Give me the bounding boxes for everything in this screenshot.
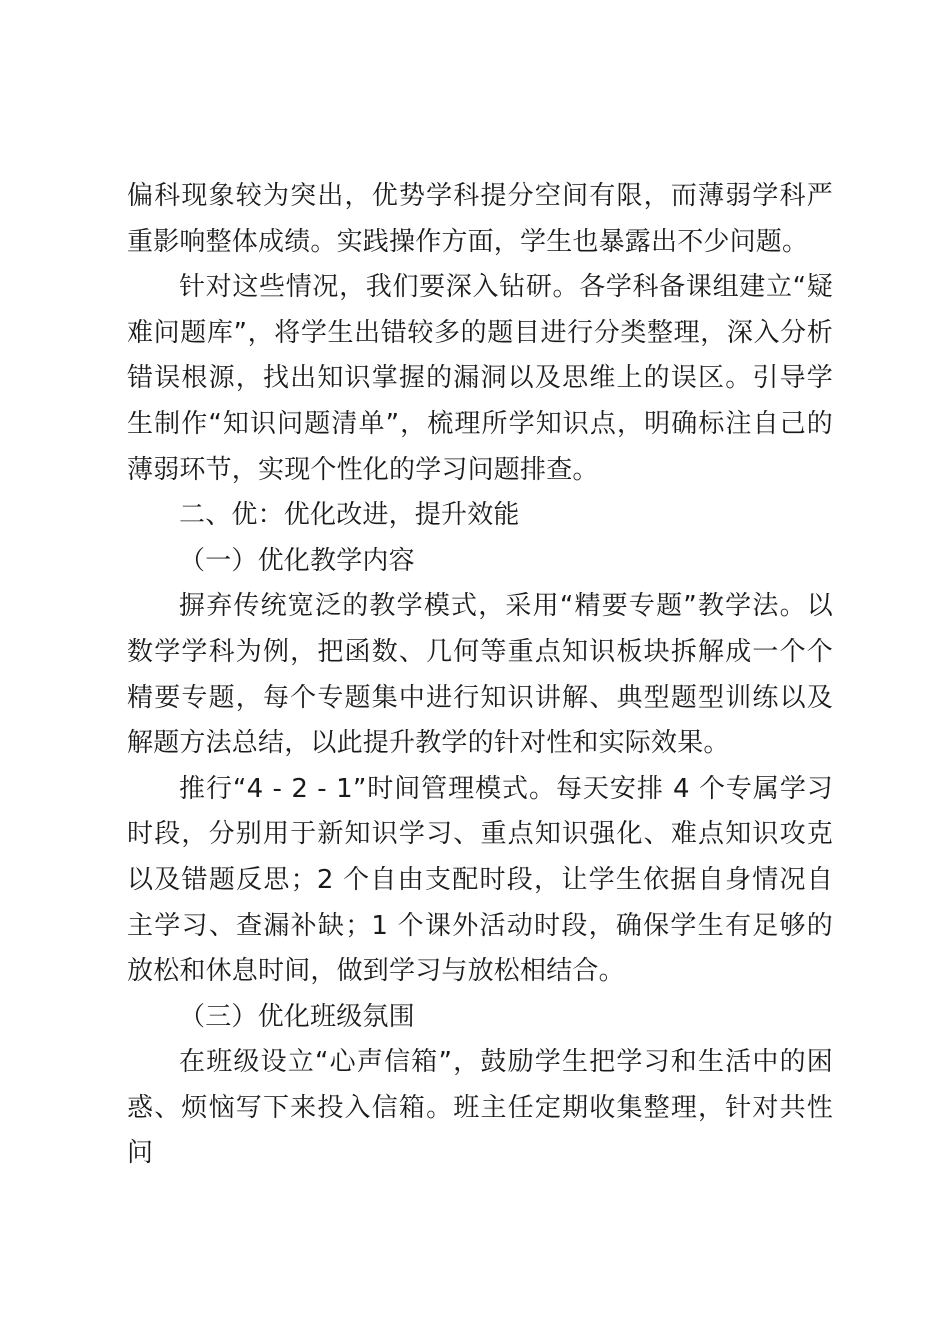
paragraph-difficult-problem-bank: 针对这些情况，我们要深入钻研。各学科备课组建立“疑难问题库”，将学生出错较多的题目进行分类整理，深入分析错误根源，找出知识掌握的漏洞以及思维上的误区。引导学生制作“知识问题清单”，梳理所学知识点，明确标注自己的薄弱环节，实现个性化的学习问题排查。 (127, 272, 833, 485)
section-heading-optimize: 二、优：优化改进，提升效能 (179, 500, 520, 531)
subheading-class-atmosphere: （三）优化班级氛围 (179, 1001, 415, 1032)
paragraph-mailbox: 在班级设立“心声信箱”，鼓励学生把学习和生活中的困惑、烦恼写下来投入信箱。班主任定期收集整理，针对共性问 (127, 1047, 833, 1169)
subheading-teaching-content: （一）优化教学内容 (179, 545, 415, 576)
document-body (127, 174, 833, 1177)
paragraph-topic-teaching: 摒弃传统宽泛的教学模式，采用“精要专题”教学法。以数学学科为例，把函数、几何等重点知识板块拆解成一个个精要专题，每个专题集中进行知识讲解、典型题型训练以及解题方法总结，以此提升教学的针对性和实际效果。 (127, 591, 833, 759)
paragraph-continued: 偏科现象较为突出，优势学科提分空间有限，而薄弱学科严重影响整体成绩。实践操作方面，学生也暴露出不少问题。 (127, 181, 833, 257)
paragraph-time-management: 推行“4 - 2 - 1”时间管理模式。每天安排 4 个专属学习时段，分别用于新知识学习、重点知识强化、难点知识攻克以及错题反思；2 个自由支配时段，让学生依据自身情况自主学习、查漏补缺；1 个课外活动时段，确保学生有足够的放松和休息时间，做到学习与放松相结合。 (127, 773, 833, 987)
